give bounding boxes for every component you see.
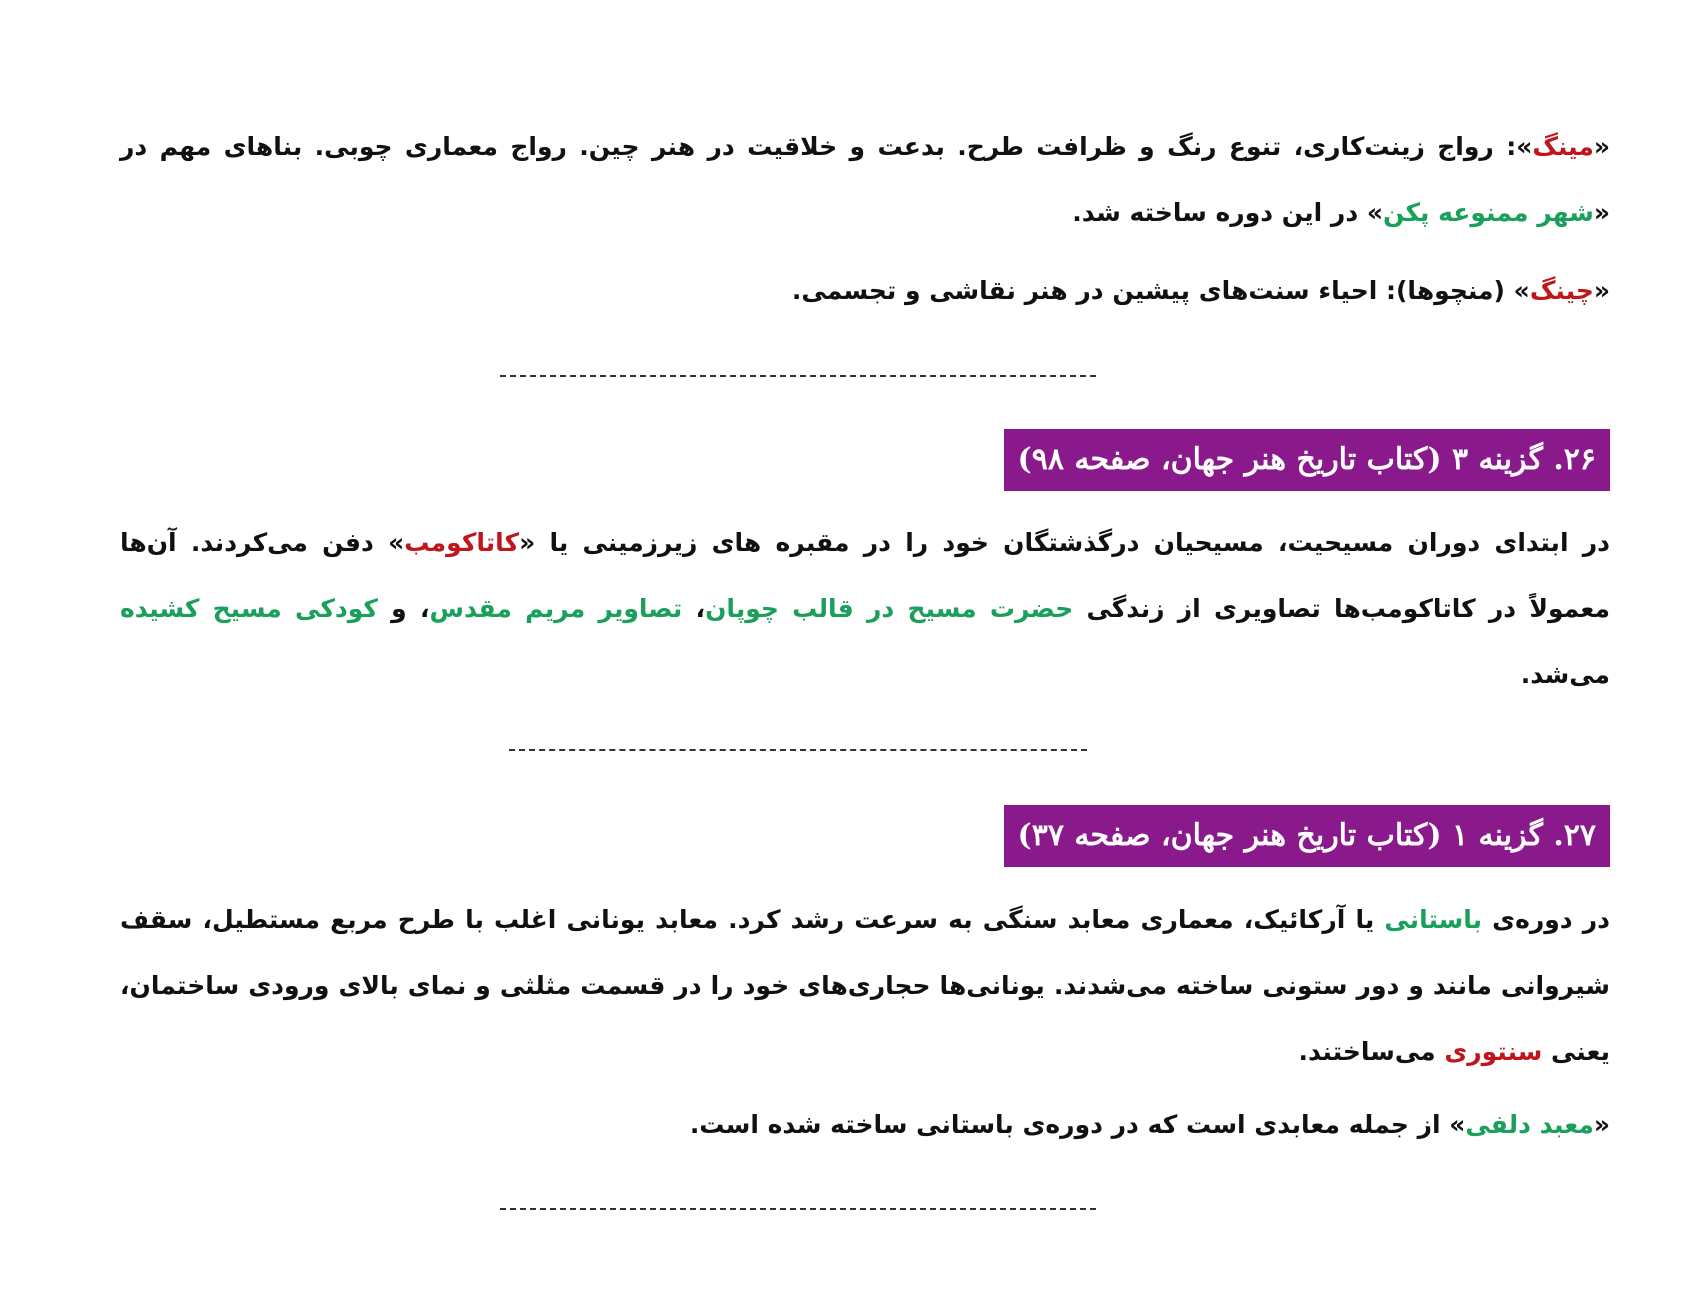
open-quote: «	[1593, 276, 1610, 305]
q27-text-part-2: یا آرکائیک، معماری معابد سنگی به سرعت رشد کرد. معابد یونانی اغلب با طرح مربع مستطیل، سقف شیروانی مانند و دور ستونی ساخته می‌شدند. یونانی‌ها حجاری‌های خود را در قسمت مثلثی و نمای بالای ورودی ساختمان، یعنی	[120, 905, 1610, 1066]
separator-line-1	[500, 375, 1096, 377]
separator-line-2	[509, 749, 1087, 751]
question-26-answer-paragraph	[120, 510, 1610, 708]
catacomb-term: کاتاکومب	[404, 528, 520, 557]
q27-text-part-3: می‌ساختند.	[1298, 1037, 1445, 1066]
pediment-term: سنتوری	[1444, 1037, 1543, 1066]
forbidden-city-term: شهر ممنوعه پکن	[1383, 198, 1594, 227]
virgin-mary-images-term: تصاویر مریم مقدس	[429, 594, 683, 623]
open-quote: «	[1593, 1110, 1610, 1139]
ming-term: مینگ	[1532, 132, 1594, 161]
q26-text-part-3: می‌شد.	[1520, 660, 1610, 689]
question-26-heading-text: ۲۶. گزینه ۳ (کتاب تاریخ هنر جهان، صفحه ۹۸)	[1017, 442, 1596, 477]
delphi-description: » از جمله معابدی است که در دوره‌ی باستانی ساخته شده است.	[689, 1110, 1466, 1139]
ming-dynasty-paragraph	[120, 114, 1610, 246]
ancient-period-term: باستانی	[1384, 905, 1483, 934]
q26-text-part-2: » دفن می‌کردند. آن‌ها معمولاً در کاتاکومب‌ها تصاویری از زندگی	[120, 528, 1611, 623]
q26-comma: ،	[682, 594, 706, 623]
separator-line-3	[500, 1208, 1096, 1210]
question-27-heading-text: ۲۷. گزینه ۱ (کتاب تاریخ هنر جهان، صفحه ۳۷)	[1017, 818, 1596, 853]
q26-text-part-1: در ابتدای دوران مسیحیت، مسیحیان درگذشتگان خود را در مقبره های زیرزمینی یا «	[519, 528, 1610, 557]
delphi-temple-paragraph	[690, 1092, 1610, 1158]
question-27-heading	[1004, 805, 1610, 867]
christ-as-shepherd-term: حضرت مسیح در قالب چوپان	[705, 594, 1074, 623]
open-quote: «	[1593, 132, 1610, 161]
q26-and: ، و	[377, 594, 430, 623]
document-page	[120, 0, 1610, 1305]
qing-description: » (منچوها): احیاء سنت‌های پیشین در هنر نقاشی و تجسمی.	[791, 276, 1530, 305]
question-26-heading	[1004, 429, 1610, 491]
ming-ending: » در این دوره ساخته شد.	[1072, 198, 1384, 227]
qing-dynasty-paragraph	[792, 258, 1610, 324]
delphi-temple-term: معبد دلفی	[1465, 1110, 1594, 1139]
qing-term: چینگ	[1529, 276, 1594, 305]
question-27-answer-paragraph	[120, 887, 1610, 1085]
childhood-of-christ-term: کودکی مسیح کشیده	[120, 594, 378, 623]
q27-text-part-1: در دوره‌ی	[1482, 905, 1610, 934]
ming-description: »: رواج زینت‌کاری، تنوع رنگ و ظرافت طرح. بدعت و خلاقیت در هنر چین. رواج معماری چوبی. بناهای مهم در «	[120, 132, 1610, 227]
